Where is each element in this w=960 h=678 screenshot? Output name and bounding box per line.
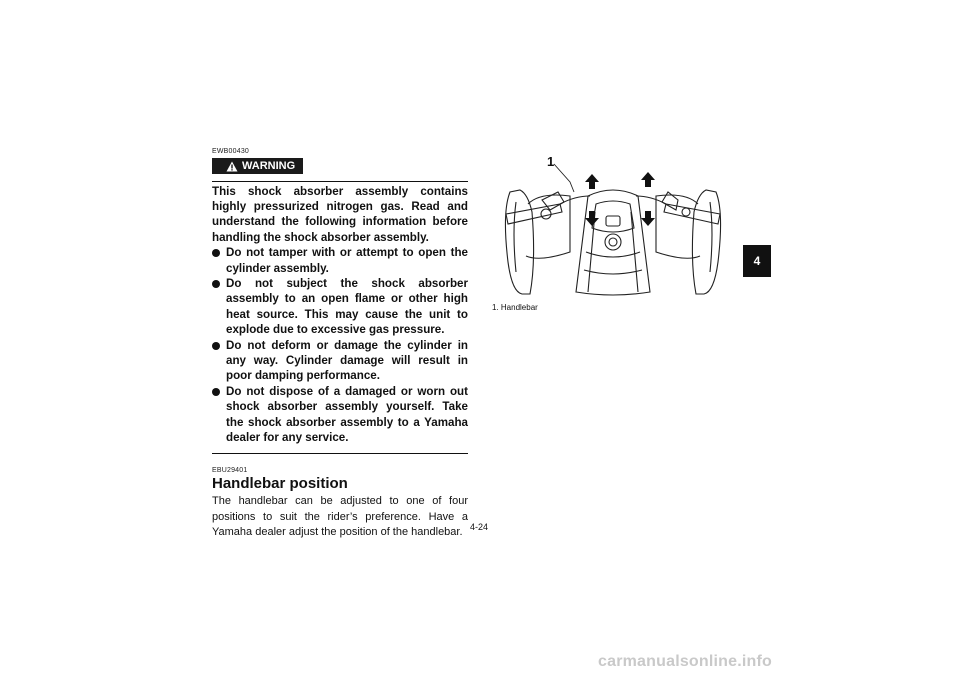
list-item [212, 245, 468, 276]
figure-caption: 1. Handlebar [492, 303, 538, 312]
atv-handlebar-illustration [500, 152, 726, 297]
warning-code: EWB00430 [212, 148, 250, 155]
bullet-icon [212, 249, 220, 257]
list-item [212, 338, 468, 384]
bullet-text: Do not deform or damage the cylinder in any way. Cylinder damage will result in poor damping performance. [226, 338, 468, 383]
warning-badge-label: WARNING [242, 160, 296, 172]
watermark: carmanualsonline.info [598, 653, 773, 670]
warning-triangle-icon [226, 161, 238, 172]
section-title: Handlebar position [212, 475, 348, 493]
warning-bottom-rule [212, 453, 468, 454]
bullet-icon [212, 280, 220, 288]
bullet-icon [212, 342, 220, 350]
list-item [212, 384, 468, 446]
figure-callout-number: 1 [547, 154, 555, 169]
section-body: The handlebar can be adjusted to one of four positions to suit the rider’s preference. Have a Yamaha dealer adjust the position of the handlebar. [212, 495, 468, 539]
warning-intro: This shock absorber assembly contains highly pressurized nitrogen gas. Read and understand the following information before handling the shock absorber assembly. [212, 184, 468, 244]
bullet-text: Do not tamper with or attempt to open the cylinder assembly. [226, 246, 468, 275]
list-item [212, 276, 468, 338]
bullet-text: Do not dispose of a damaged or worn out shock absorber assembly yourself. Take the shock absorber assembly to a Yamaha dealer for any service. [226, 384, 468, 444]
bullet-icon [212, 388, 220, 396]
left-column [212, 148, 468, 541]
chapter-tab: 4 [743, 245, 771, 277]
warning-bullet-list [212, 245, 468, 445]
page-number: 4-24 [470, 522, 489, 532]
section-code: EBU29401 [212, 467, 248, 475]
warning-badge [212, 158, 303, 174]
bullet-text: Do not subject the shock absorber assembly to an open flame or other high heat source. This may cause the unit to explode due to excessive gas pressure. [226, 276, 468, 337]
warning-top-rule [212, 181, 468, 182]
